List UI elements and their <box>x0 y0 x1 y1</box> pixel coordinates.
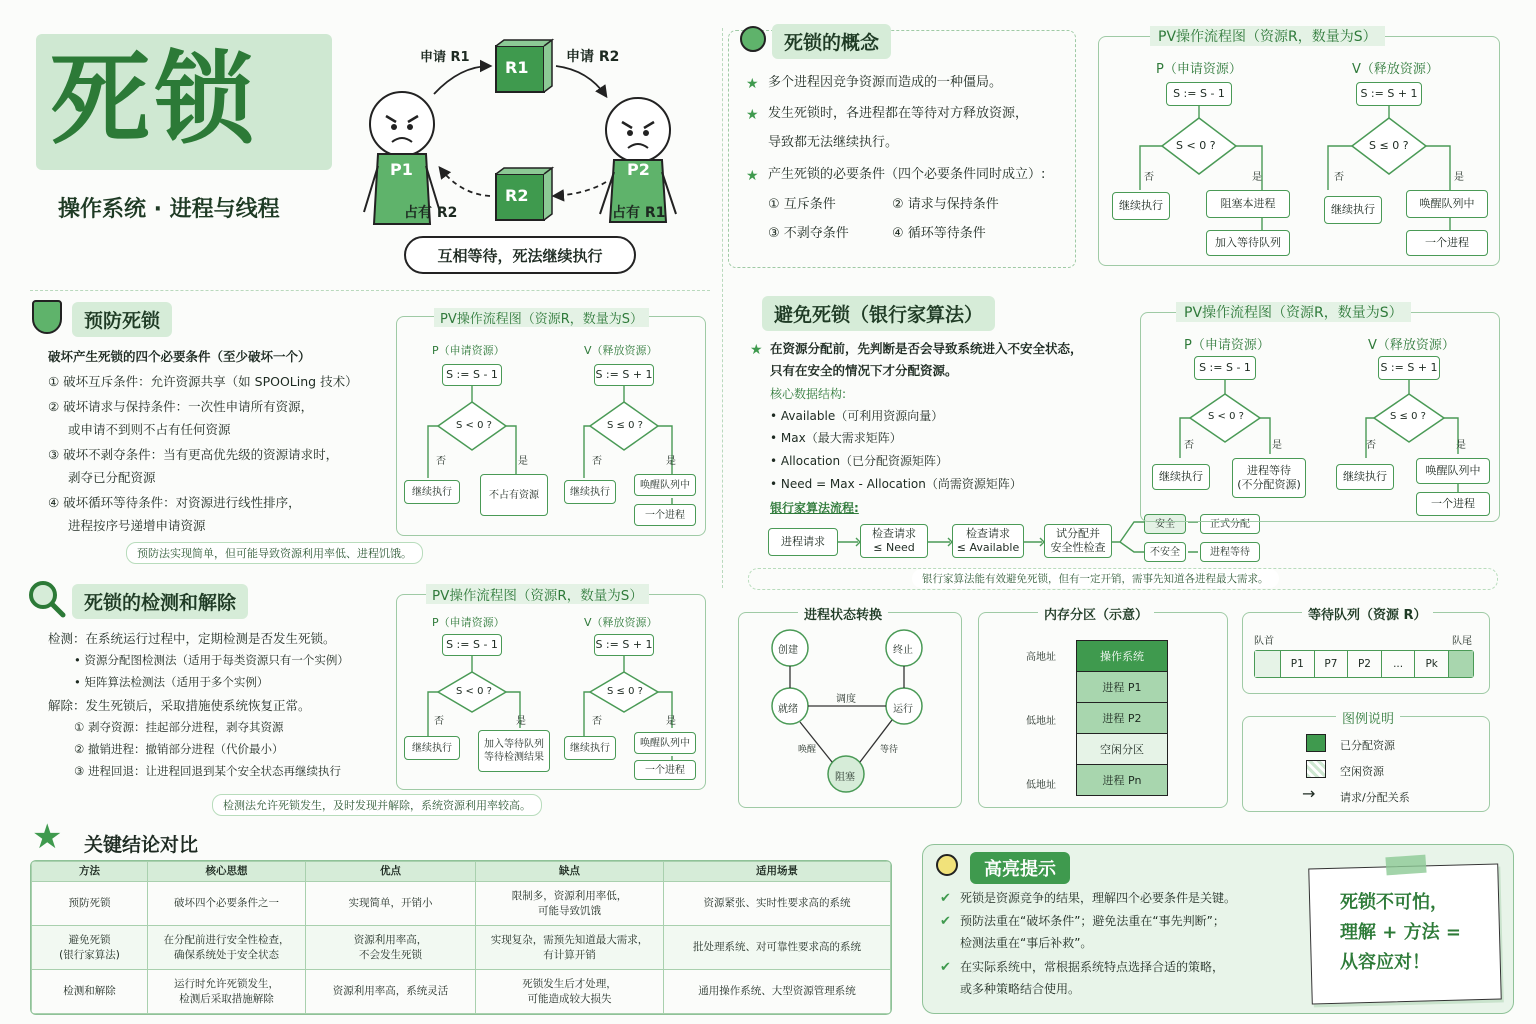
table-header: 缺点 <box>476 862 664 882</box>
page-subtitle: 操作系统 · 进程与线程 <box>58 197 280 222</box>
detect-note: 检测法允许死锁发生，及时发现并解除，系统资源利用率较高。 <box>212 794 542 816</box>
pv-prevent-p-no: 继续执行 <box>404 480 460 504</box>
highlight-title: 高亮提示 <box>970 852 1070 884</box>
pv-prevent-v-no: 继续执行 <box>564 480 616 504</box>
pv-top-no: 否 <box>1144 172 1154 183</box>
pv-prevent-v-cond: S ≤ 0 ? <box>607 420 643 431</box>
pv-prevent-p-op: S := S - 1 <box>442 364 502 386</box>
detect-line-0: 检测：在系统运行过程中，定期检测是否发生死锁。 <box>48 631 336 646</box>
memory-p1: 进程 P1 <box>1077 672 1167 703</box>
apply-r1-label: 申请 R1 <box>420 50 470 65</box>
hold-r1-label: 占有 R1 <box>612 205 666 221</box>
cycle-r1-label: R1 <box>505 58 529 77</box>
pv-prevent-p-yes: 不占有资源 <box>480 474 548 516</box>
queue-item: Pk <box>1415 651 1449 677</box>
flow-safe: 安全 <box>1144 514 1186 534</box>
state-ready: 就绪 <box>778 704 798 715</box>
pv-prevent-v-op: S := S + 1 <box>594 364 654 386</box>
legend-allocated-label: 已分配资源 <box>1340 739 1395 752</box>
table-cell: 在分配前进行安全性检查， 确保系统处于安全状态 <box>148 926 306 970</box>
concept-star: ★ <box>746 107 759 123</box>
legend-title: 图例说明 <box>1336 708 1400 727</box>
queue-head: 队首 <box>1254 636 1274 647</box>
highlight-item-4: 或多种策略结合使用。 <box>960 982 1081 996</box>
table-row <box>32 926 891 970</box>
cycle-p2-label: P2 <box>627 160 650 179</box>
arrow-right-icon: → <box>1302 784 1316 803</box>
detect-line-4: ① 剥夺资源：挂起部分进程，剥夺其资源 <box>74 720 284 734</box>
table-header: 适用场景 <box>664 862 891 882</box>
pv-avoid-p-cond: S < 0 ? <box>1208 411 1244 422</box>
prevent-line-4: ③ 破坏不剥夺条件：当有更高优先级的资源请求时， <box>48 447 339 462</box>
cycle-r2-label: R2 <box>505 186 529 205</box>
memory-title: 内存分区（示意） <box>1038 604 1154 623</box>
queue-bar <box>1254 650 1474 678</box>
pv-detect-p-label: P（申请资源） <box>432 616 505 629</box>
pv-top-p-op: S := S - 1 <box>1166 82 1232 106</box>
pv-detect-v-label: V（释放资源） <box>584 616 658 629</box>
pv-detect-no: 否 <box>434 716 444 727</box>
pv-detect-v-op: S := S + 1 <box>594 634 654 656</box>
table-cell: 通用操作系统、大型资源管理系统 <box>664 970 891 1014</box>
state-end: 终止 <box>893 645 913 656</box>
sticky-line-1: 理解 + 方法 = <box>1340 922 1461 943</box>
table-cell: 死锁发生后才处理， 可能造成较大损失 <box>476 970 664 1014</box>
state-dispatch: 调度 <box>836 694 856 705</box>
pv-prevent-p-cond: S < 0 ? <box>456 420 492 431</box>
flow-unsafe-result: 进程等待 <box>1200 542 1260 562</box>
check-icon: ✔ <box>940 891 951 906</box>
state-create: 创建 <box>778 645 798 656</box>
detect-line-2: • 矩阵算法检测法（适用于多个实例） <box>74 675 269 689</box>
table-cell: 实现复杂，需预先知道最大需求， 有计算开销 <box>476 926 664 970</box>
pv-avoid-v-yes: 唤醒队列中 <box>1416 458 1490 484</box>
detect-line-5: ② 撤销进程：撤销部分进程（代价最小） <box>74 742 284 756</box>
pv-avoid-v-label: V（释放资源） <box>1368 338 1455 353</box>
pv-avoid-no: 否 <box>1366 440 1376 451</box>
queue-item: P7 <box>1315 651 1349 677</box>
pv-top-p-label: P（申请资源） <box>1156 62 1242 77</box>
queue-item: ... <box>1382 651 1416 677</box>
pv-detect-p-op: S := S - 1 <box>442 634 502 656</box>
pv-top-p-cond: S < 0 ? <box>1176 139 1216 152</box>
avoid-ds-0: • Available（可利用资源向量） <box>770 409 944 423</box>
queue-item: P1 <box>1281 651 1315 677</box>
pv-prevent-p-label: P（申请资源） <box>432 344 505 357</box>
pv-detect-yes: 是 <box>666 716 676 727</box>
table-header: 核心思想 <box>148 862 306 882</box>
cycle-bubble: 互相等待，死法继续执行 <box>404 236 636 274</box>
check-icon: ✔ <box>940 960 951 975</box>
bug-icon <box>740 26 766 52</box>
pv-avoid-p-op: S := S - 1 <box>1194 356 1256 380</box>
pv-prevent-yes: 是 <box>666 456 676 467</box>
queue-cap-right <box>1449 651 1473 677</box>
lightbulb-icon <box>936 854 958 876</box>
pv-avoid-yes: 是 <box>1456 440 1466 451</box>
condition-1: ① 互斥条件 <box>768 197 836 212</box>
divider <box>30 290 710 291</box>
concept-item-3: 导致都无法继续执行。 <box>768 135 899 150</box>
highlight-item-1: 预防法重在“破坏条件”；避免法重在“事先判断”； <box>960 914 1225 928</box>
pv-detect-title: PV操作流程图（资源R，数量为S） <box>426 584 649 604</box>
pv-avoid-v-no: 继续执行 <box>1336 464 1394 490</box>
sticky-tape <box>1385 855 1426 876</box>
pv-top-yes: 是 <box>1454 172 1464 183</box>
table-cell: 资源紧张、实时性要求高的系统 <box>664 882 891 926</box>
pv-avoid-yes: 是 <box>1272 440 1282 451</box>
avoid-intro-2: 只有在安全的情况下才分配资源。 <box>770 363 958 378</box>
queue-cap-left <box>1255 651 1281 677</box>
prevent-note: 预防法实现简单，但可能导致资源利用率低、进程饥饿。 <box>126 542 423 564</box>
magnifier-icon <box>26 578 66 618</box>
check-icon: ✔ <box>940 914 951 929</box>
memory-high-label: 高地址 <box>1026 652 1056 663</box>
pv-prevent-v-yes2: 一个进程 <box>634 504 696 526</box>
detect-title: 死锁的检测和解除 <box>72 584 248 619</box>
prevent-title: 预防死锁 <box>72 302 172 337</box>
pv-top-no: 否 <box>1334 172 1344 183</box>
memory-stack <box>1076 640 1168 796</box>
concept-item-1: 多个进程因竞争资源而造成的一种僵局。 <box>768 75 1003 90</box>
memory-low-label: 低地址 <box>1026 780 1056 791</box>
star-icon: ★ <box>32 817 63 857</box>
prevent-line-0: 破坏产生死锁的四个必要条件（至少破坏一个） <box>48 349 311 364</box>
memory-mid-label: 低地址 <box>1026 716 1056 727</box>
avoid-intro-1: 在资源分配前，先判断是否会导致系统进入不安全状态， <box>770 341 1083 356</box>
legend-free-swatch <box>1306 760 1326 778</box>
prevent-line-2: ② 破坏请求与保持条件：一次性申请所有资源， <box>48 399 314 414</box>
table-row <box>32 970 891 1014</box>
table-cell: 破坏四个必要条件之一 <box>148 882 306 926</box>
pv-avoid-no: 否 <box>1184 440 1194 451</box>
pv-prevent-yes: 是 <box>518 456 528 467</box>
state-block: 阻塞 <box>835 772 855 783</box>
pv-top-v-label: V（释放资源） <box>1352 62 1439 77</box>
concept-title: 死锁的概念 <box>772 24 891 59</box>
table-header: 优点 <box>306 862 476 882</box>
pv-detect-v-yes2: 一个进程 <box>634 760 696 780</box>
memory-os: 操作系统 <box>1077 641 1167 672</box>
pv-detect-p-cond: S < 0 ? <box>456 686 492 697</box>
pv-avoid-v-cond: S ≤ 0 ? <box>1390 411 1426 422</box>
shield-icon <box>32 300 62 334</box>
pv-prevent-v-yes: 唤醒队列中 <box>634 474 696 496</box>
concept-star: ★ <box>746 168 759 184</box>
pv-detect-p-yes <box>478 730 550 772</box>
compare-title: 关键结论对比 <box>84 834 199 856</box>
main-title: 死锁 <box>50 41 258 158</box>
pv-top-p-no: 继续执行 <box>1112 192 1170 220</box>
hold-r2-label: 占有 R2 <box>404 205 458 221</box>
compare-table <box>31 861 891 1014</box>
pv-detect-v-cond: S ≤ 0 ? <box>607 686 643 697</box>
prevent-line-6: ④ 破坏循环等待条件：对资源进行线性排序， <box>48 495 301 510</box>
state-wake: 唤醒 <box>798 745 817 755</box>
avoid-ds-title: 核心数据结构: <box>770 387 847 401</box>
pv-detect-p-no: 继续执行 <box>404 736 460 760</box>
highlight-item-0: 死锁是资源竞争的结果，理解四个必要条件是关键。 <box>960 891 1237 905</box>
pv-detect-v-no: 继续执行 <box>564 736 616 760</box>
avoid-flow-title: 银行家算法流程: <box>770 501 859 515</box>
table-cell: 限制多，资源利用率低， 可能导致饥饿 <box>476 882 664 926</box>
condition-3: ③ 不剥夺条件 <box>768 226 849 241</box>
pv-detect-p-yes-label: 加入等待队列 <box>484 739 544 750</box>
pv-top-v-yes2: 一个进程 <box>1406 230 1488 256</box>
pv-top-v-cond: S ≤ 0 ? <box>1369 139 1409 152</box>
flow-step-request: 进程请求 <box>768 528 838 556</box>
flow-unsafe: 不安全 <box>1144 542 1186 562</box>
pv-prevent-no: 否 <box>592 456 602 467</box>
highlight-item-3: 在实际系统中，常根据系统特点选择合适的策略， <box>960 960 1225 974</box>
memory-free: 空闲分区 <box>1077 734 1167 765</box>
condition-2: ② 请求与保持条件 <box>892 197 999 212</box>
detect-line-3: 解除：发生死锁后，采取措施使系统恢复正常。 <box>48 698 311 713</box>
pv-avoid-p-label: P（申请资源） <box>1184 338 1270 353</box>
divider <box>722 28 723 588</box>
pv-top-p-yes: 阻塞本进程 <box>1206 190 1290 218</box>
pv-top-v-no: 继续执行 <box>1324 196 1382 224</box>
apply-r2-label: 申请 R2 <box>566 49 620 65</box>
cycle-p1-label: P1 <box>390 160 413 179</box>
concept-item-2: 发生死锁时，各进程都在等待对方释放资源， <box>768 106 1029 121</box>
detect-line-6: ③ 进程回退：让进程回退到某个安全状态再继续执行 <box>74 764 341 778</box>
prevent-line-1: ① 破坏互斥条件：允许资源共享（如 SPOOLing 技术） <box>48 374 358 389</box>
flow-safe-result: 正式分配 <box>1200 514 1260 534</box>
table-cell: 预防死锁 <box>32 882 148 926</box>
highlight-item-2: 检测法重在“事后补救”。 <box>960 936 1093 950</box>
table-header-row <box>32 862 891 882</box>
legend-arrow-label: 请求/分配关系 <box>1340 791 1410 804</box>
avoid-note: 银行家算法能有效避免死锁，但有一定开销，需事先知道各进程最大需求。 <box>912 569 1279 588</box>
concept-star: ★ <box>746 76 759 92</box>
detect-line-1: • 资源分配图检测法（适用于每类资源只有一个实例） <box>74 653 349 667</box>
pv-avoid-v-op: S := S + 1 <box>1378 356 1440 380</box>
avoid-ds-2: • Allocation（已分配资源矩阵） <box>770 454 949 468</box>
p2-head <box>606 98 670 162</box>
queue-item: P2 <box>1348 651 1382 677</box>
condition-4: ④ 循环等待条件 <box>892 226 986 241</box>
table-row <box>32 882 891 926</box>
pv-avoid-p-yes2-label: (不分配资源) <box>1237 478 1301 491</box>
pv-detect-no: 否 <box>592 716 602 727</box>
pv-top-yes: 是 <box>1252 172 1262 183</box>
avoid-star: ★ <box>750 342 763 358</box>
table-cell: 运行时允许死锁发生， 检测后采取措施解除 <box>148 970 306 1014</box>
pv-top-v-op: S := S + 1 <box>1356 82 1422 106</box>
table-cell: 检测和解除 <box>32 970 148 1014</box>
table-cell: 批处理系统、对可靠性要求高的系统 <box>664 926 891 970</box>
pv-detect-p-yes2-label: 等待检测结果 <box>484 752 544 763</box>
legend-allocated-swatch <box>1306 734 1326 752</box>
state-title: 进程状态转换 <box>798 604 888 623</box>
pv-prevent-title: PV操作流程图（资源R，数量为S） <box>434 308 649 327</box>
pv-prevent-v-label: V（释放资源） <box>584 344 658 357</box>
avoid-title: 避免死锁（银行家算法） <box>762 296 995 331</box>
pv-avoid-title: PV操作流程图（资源R，数量为S） <box>1176 302 1411 322</box>
table-cell: 资源利用率高，系统灵活 <box>306 970 476 1014</box>
flow-step-safety: 试分配并 安全性检查 <box>1044 524 1112 558</box>
queue-title: 等待队列（资源 R） <box>1302 604 1433 623</box>
state-wait: 等待 <box>880 745 899 755</box>
state-run: 运行 <box>893 704 913 715</box>
pv-avoid-p-yes <box>1232 458 1306 498</box>
prevent-line-7: 进程按序号递增申请资源 <box>68 518 206 533</box>
prevent-line-5: 剥夺已分配资源 <box>68 470 156 485</box>
table-header: 方法 <box>32 862 148 882</box>
pv-avoid-p-yes-label: 进程等待 <box>1247 463 1291 477</box>
queue-tail: 队尾 <box>1452 636 1472 647</box>
memory-p2: 进程 P2 <box>1077 703 1167 734</box>
pv-detect-yes: 是 <box>516 716 526 727</box>
table-cell: 实现简单，开销小 <box>306 882 476 926</box>
avoid-ds-3: • Need = Max - Allocation（尚需资源矩阵） <box>770 477 1022 491</box>
pv-prevent-no: 否 <box>436 456 446 467</box>
pv-detect-v-yes: 唤醒队列中 <box>634 732 696 754</box>
sticky-line-2: 从容应对！ <box>1340 952 1430 973</box>
flow-step-need: 检查请求 ≤ Need <box>860 524 928 558</box>
table-cell: 资源利用率高， 不会发生死锁 <box>306 926 476 970</box>
compare-table-wrap <box>30 860 892 1015</box>
flow-step-available: 检查请求 ≤ Available <box>952 524 1024 558</box>
pv-avoid-v-yes2: 一个进程 <box>1416 492 1490 516</box>
legend-free-label: 空闲资源 <box>1340 765 1384 778</box>
avoid-ds-1: • Max（最大需求矩阵） <box>770 431 902 445</box>
prevent-line-3: 或申请不到则不占有任何资源 <box>68 422 231 437</box>
concept-item-4: 产生死锁的必要条件（四个必要条件同时成立）: <box>768 167 1046 182</box>
pv-top-title: PV操作流程图（资源R，数量为S） <box>1150 26 1385 46</box>
pv-top-p-yes2: 加入等待队列 <box>1206 230 1290 256</box>
pv-avoid-p-no: 继续执行 <box>1152 464 1210 490</box>
pv-top-v-yes: 唤醒队列中 <box>1406 190 1488 218</box>
table-cell: 避免死锁 (银行家算法) <box>32 926 148 970</box>
p1-head <box>370 92 434 156</box>
sticky-line-0: 死锁不可怕， <box>1340 892 1448 913</box>
memory-pn: 进程 Pn <box>1077 765 1167 795</box>
